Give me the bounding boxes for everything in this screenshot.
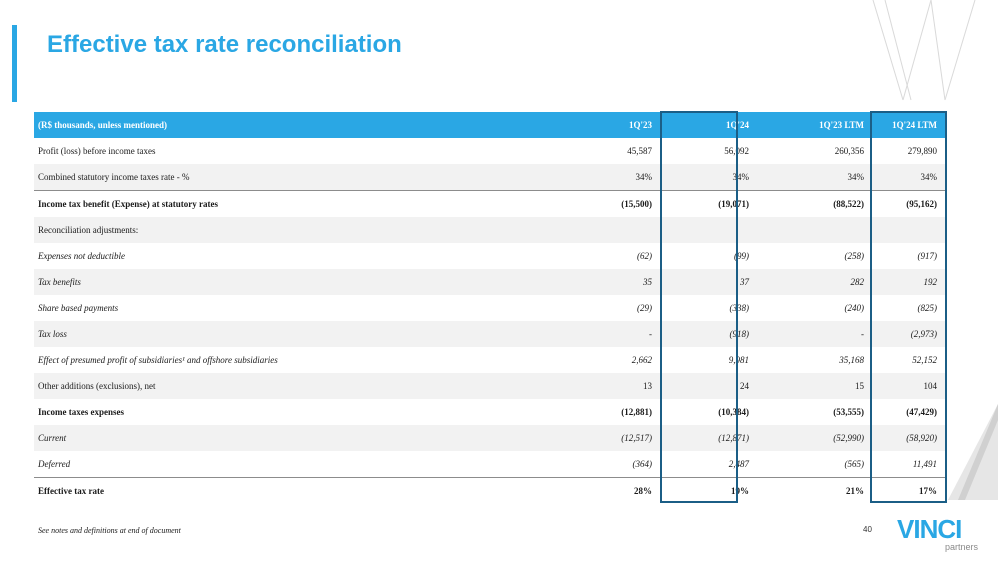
cell-value: 17% (872, 478, 945, 505)
cell-value: (29) (637, 303, 652, 313)
header-cell: 1Q'23 (545, 112, 660, 138)
cell-value: 9,981 (728, 355, 749, 365)
table-row (34, 373, 945, 399)
table-row (34, 425, 945, 451)
cell-value: (338) (729, 303, 749, 313)
row-label: Income tax benefit (Expense) at statutory rates (34, 191, 545, 218)
cell-value: (917) (917, 251, 937, 261)
table-row (34, 217, 945, 243)
cell-value: (52,990) (757, 425, 872, 451)
row-label: Tax loss (34, 321, 545, 347)
table-row (34, 138, 945, 164)
cell-value: - (545, 321, 660, 347)
cell-value: (95,162) (872, 191, 945, 218)
cell-value: 34% (757, 164, 872, 191)
cell-value: 35,168 (839, 355, 864, 365)
row-label: Effect of presumed profit of subsidiaries¹ and offshore subsidiaries (38, 355, 278, 365)
table-row (34, 191, 945, 218)
cell-value: (364) (632, 459, 652, 469)
table-row (34, 164, 945, 191)
cell-value: 52,152 (912, 355, 937, 365)
page-number: 40 (863, 525, 872, 534)
row-label: Expenses not deductible (38, 251, 125, 261)
cell-value: 35 (545, 269, 660, 295)
row-label: Income taxes expenses (38, 407, 124, 417)
row-label: Reconciliation adjustments: (34, 217, 545, 243)
cell-value: 34% (545, 164, 660, 191)
cell-value: 28% (545, 478, 660, 505)
footnote: See notes and definitions at end of document (38, 526, 181, 535)
cell-value: 192 (872, 269, 945, 295)
table-row (34, 295, 945, 321)
cell-value: (15,500) (545, 191, 660, 218)
cell-value: 24 (660, 373, 757, 399)
cell-value: 13 (545, 373, 660, 399)
logo-subtext: partners (945, 542, 979, 552)
cell-value: (825) (917, 303, 937, 313)
cell-value: 11,491 (912, 459, 937, 469)
cell-value: (47,429) (906, 407, 937, 417)
cell-value: 282 (757, 269, 872, 295)
table-row (34, 269, 945, 295)
cell-value: 260,356 (834, 146, 864, 156)
cell-value: (565) (844, 459, 864, 469)
cell-value: (58,920) (872, 425, 945, 451)
title-accent-bar (12, 25, 17, 102)
row-label: Tax benefits (34, 269, 545, 295)
cell-value (757, 217, 872, 243)
cell-value: (240) (844, 303, 864, 313)
cell-value: 2,487 (728, 459, 749, 469)
table-row (34, 243, 945, 269)
cell-value: 19% (660, 478, 757, 505)
cell-value: (62) (637, 251, 652, 261)
row-label: Deferred (38, 459, 71, 469)
cell-value: (53,555) (833, 407, 864, 417)
row-label: Current (34, 425, 545, 451)
table-header-row (34, 112, 945, 138)
table-row (34, 451, 945, 478)
row-label: Share based payments (38, 303, 119, 313)
cell-value (660, 217, 757, 243)
header-cell: 1Q'24 (660, 112, 757, 138)
page-title: Effective tax rate reconciliation (47, 31, 402, 58)
cell-value: 34% (660, 164, 757, 191)
cell-value: (88,522) (757, 191, 872, 218)
cell-value: 15 (757, 373, 872, 399)
cell-value: 104 (872, 373, 945, 399)
header-cell: 1Q'24 LTM (872, 112, 945, 138)
logo-wordmark: VINCI (897, 514, 962, 544)
cell-value: (258) (844, 251, 864, 261)
cell-value: (12,517) (545, 425, 660, 451)
tax-reconciliation-table (34, 112, 945, 504)
cell-value: (2,973) (872, 321, 945, 347)
table-row (34, 399, 945, 425)
table-row (34, 321, 945, 347)
cell-value: (10,384) (718, 407, 749, 417)
cell-value: 45,587 (627, 146, 652, 156)
cell-value: 37 (660, 269, 757, 295)
row-label: Combined statutory income taxes rate - % (34, 164, 545, 191)
cell-value: (12,871) (660, 425, 757, 451)
header-cell: 1Q'23 LTM (757, 112, 872, 138)
cell-value: 2,662 (631, 355, 652, 365)
cell-value: (19,071) (660, 191, 757, 218)
cell-value: (918) (660, 321, 757, 347)
cell-value (872, 217, 945, 243)
vinci-partners-logo (897, 515, 983, 553)
cell-value: 56,092 (724, 146, 749, 156)
row-label: Other additions (exclusions), net (34, 373, 545, 399)
row-label: Effective tax rate (34, 478, 545, 505)
cell-value: (12,881) (621, 407, 652, 417)
cell-value: (99) (734, 251, 749, 261)
cell-value: - (757, 321, 872, 347)
cell-value: 279,890 (907, 146, 937, 156)
table-row (34, 478, 945, 505)
cell-value: 34% (872, 164, 945, 191)
header-cell: (R$ thousands, unless mentioned) (34, 112, 545, 138)
cell-value: 21% (757, 478, 872, 505)
row-label: Profit (loss) before income taxes (38, 146, 156, 156)
table-row (34, 347, 945, 373)
cell-value (545, 217, 660, 243)
